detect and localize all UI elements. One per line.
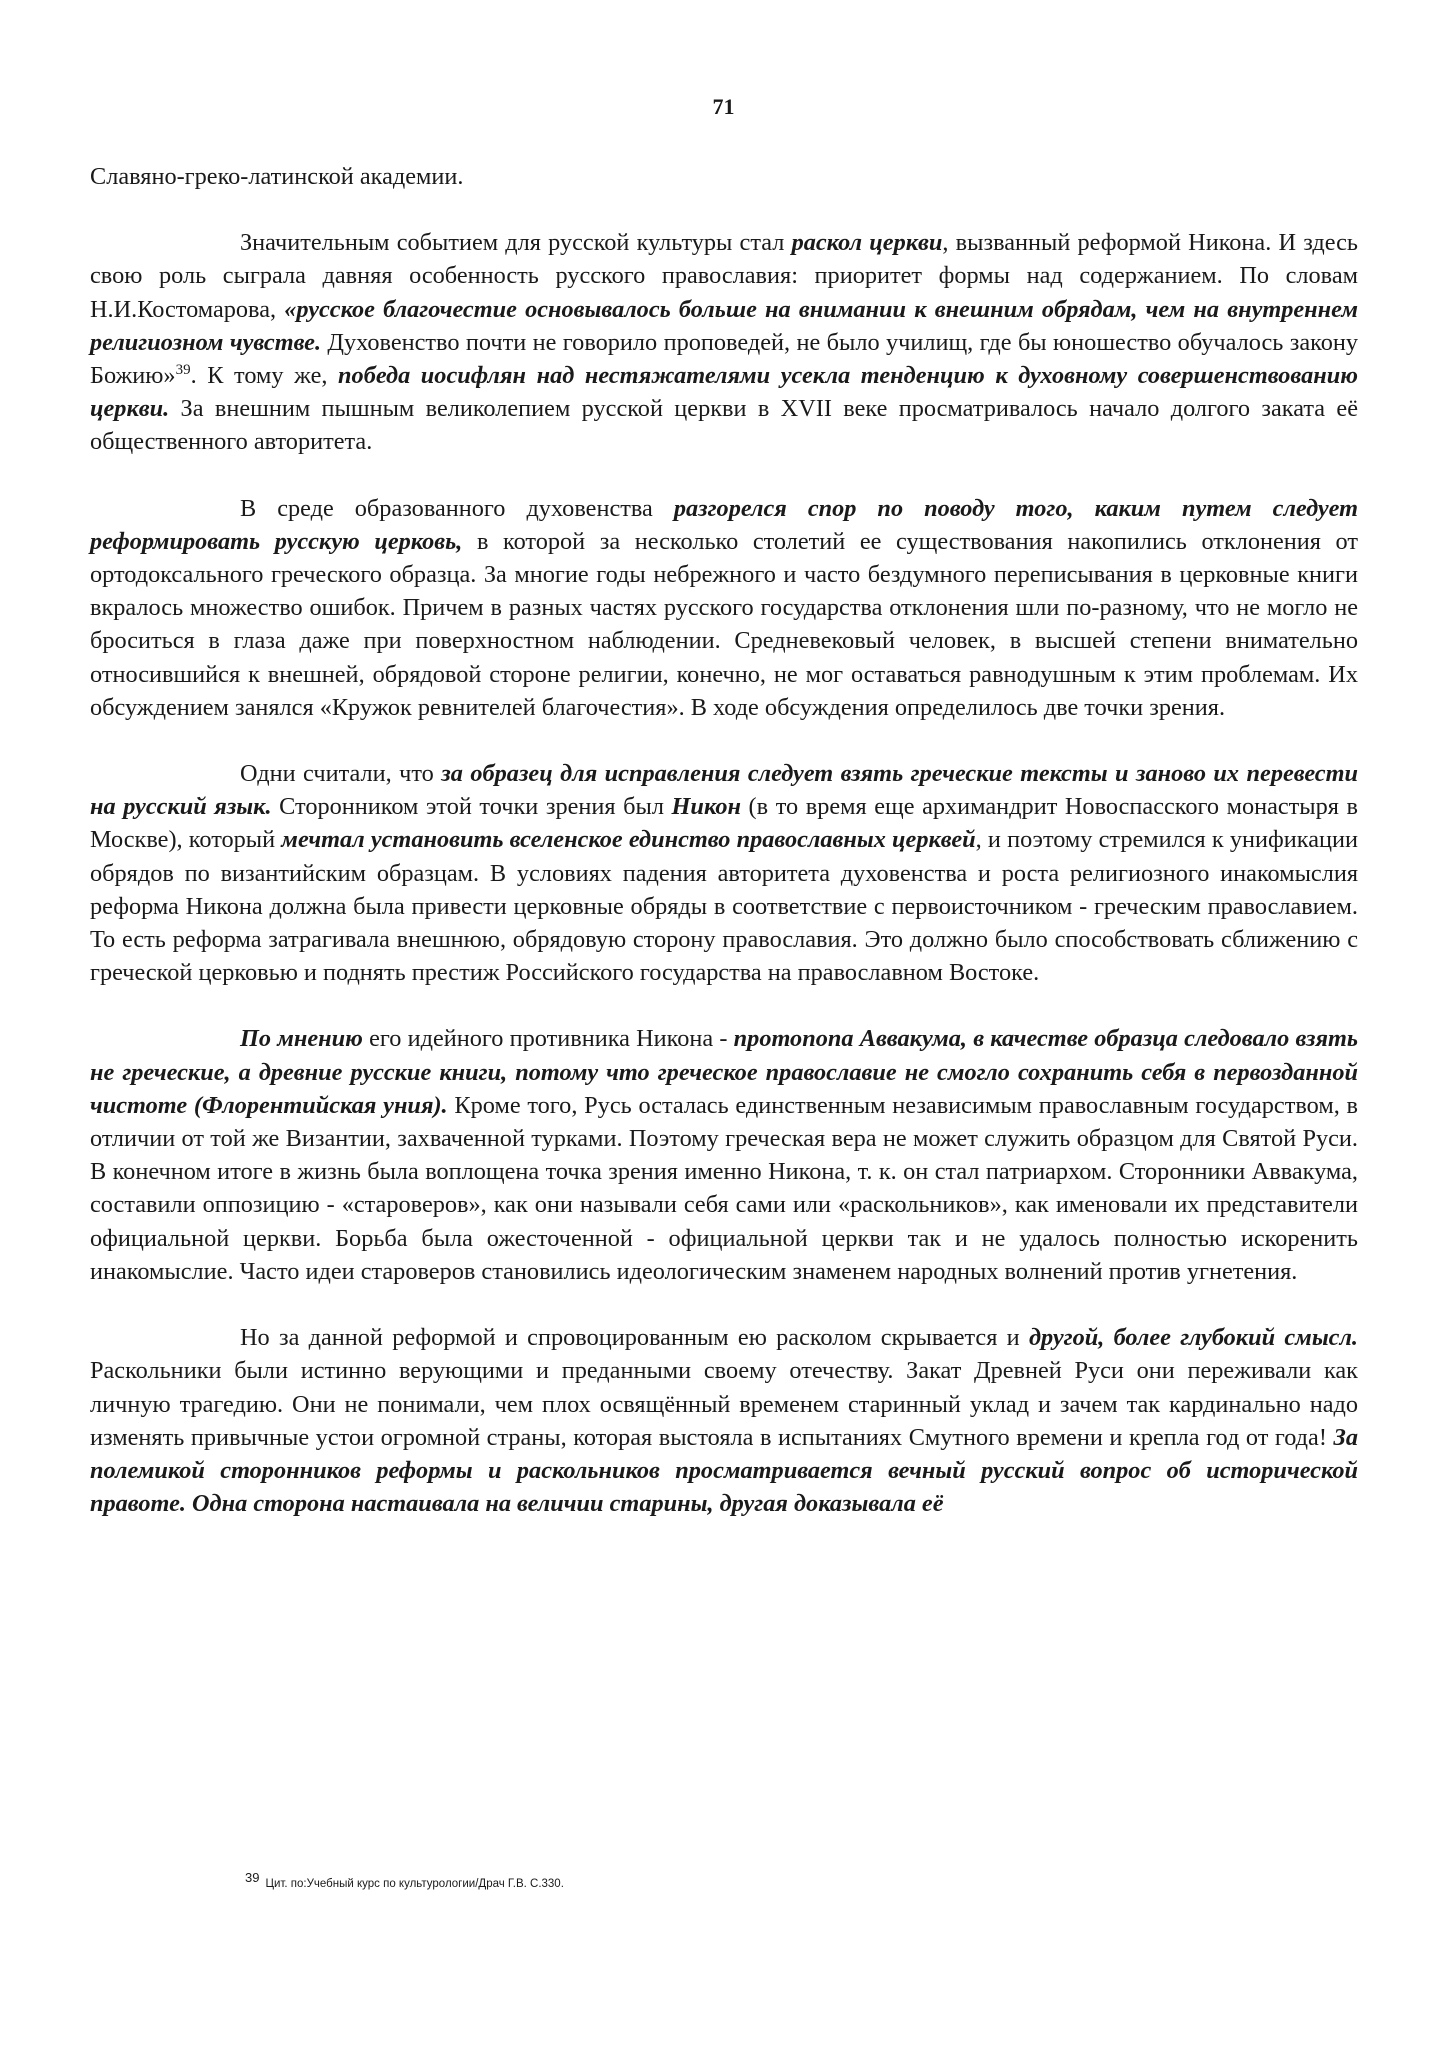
text-run: Раскольники были истинно верующими и преданными своему отечеству. Закат Древней Руси они переживали как личную трагедию. Они не понимали, чем плох освящённый временем старинный уклад и зачем так кардинально надо изменять привычные устои огромной страны, которая выстояла в испытаниях Смутного времени и крепла год от года!: [90, 1357, 1358, 1451]
text-run: Но за данной реформой и спровоцированным ею расколом скрывается и: [240, 1324, 1029, 1352]
text-run: , вызванный реформой Никона. И здесь свою роль сыграла давняя особенность русского православия: приоритет формы над содержанием. По словам Н.И.Костомарова,: [90, 229, 1358, 323]
emphasis-text: разгорелся спор по поводу того, каким путем следует реформировать русскую церковь,: [90, 494, 1358, 555]
paragraph-dispute: [90, 492, 1358, 724]
paragraph-avvakum: [90, 1022, 1358, 1288]
text-run: , и поэтому стремился к унификации обрядов по византийским образцам. В условиях падения авторитета духовенства и роста религиозного инакомыслия реформа Никона должна была привести церковные обряды в соответствие с первоисточником - греческим православием. То есть реформа затрагивала внешнюю, обрядовую сторону православия. Это должно было способствовать сближению с греческой церковью и поднять престиж Российского государства на православном Востоке.: [90, 826, 1359, 987]
text-run: Духовенство почти не говорило проповедей, не было училищ, где бы юношество обучалось закону Божию»: [90, 328, 1359, 390]
text-run: Значительным событием для русской культуры стал: [240, 229, 792, 257]
emphasis-text: за образец для исправления следует взять греческие тексты и заново их перевести на русский язык.: [90, 760, 1358, 821]
paragraph-raskol: [90, 226, 1358, 458]
emphasis-text: За полемикой сторонников реформы и раскольников просматривается вечный русский вопрос об исторической правоте. Одна сторона настаивала на величии старины, другая доказывала её: [90, 1423, 1358, 1518]
emphasis-text: раскол церкви: [791, 229, 943, 257]
paragraph-nikon: [90, 757, 1358, 989]
text-run: В среде образованного духовенства: [240, 494, 674, 522]
emphasis-text: Никон: [671, 793, 741, 821]
text-run: . К тому же,: [190, 362, 339, 390]
emphasis-text: протопопа Аввакума, в качестве образца следовало взять не греческие, а древние русские книги, потому что греческое православие не смогло сохранить себя в первозданной чистоте (Флорентийская уния).: [90, 1025, 1358, 1119]
body-text: [90, 160, 1358, 1553]
footnote: [245, 1870, 564, 1890]
emphasis-text: мечтал установить вселенское единство православных церквей: [281, 826, 976, 854]
text-run: Кроме того, Русь осталась единственным независимым православным государством, в отличии от той же Византии, захваченной турками. Поэтому греческая вера не может служить образцом для Святой Руси. В конечном итоге в жизнь была воплощена точка зрения именно Никона, т. к. он стал патриархом. Сторонники Аввакума, составили оппозицию - «староверов», как они называли себя сами или «раскольников», как именовали их представители официальной церкви. Борьба была ожесточенной - официальной церкви так и не удалось полностью искоренить инакомыслие. Часто идеи староверов становились идеологическим знаменем народных волнений против угнетения.: [90, 1091, 1358, 1285]
text-run: Одни считали, что: [240, 760, 442, 788]
page-number: 71: [712, 94, 735, 119]
text-run: его идейного противника Никона -: [362, 1025, 734, 1053]
text-run: (в то время еще архимандрит Новоспасского монастыря в Москве), который: [90, 793, 1358, 854]
paragraph-continuation: [90, 160, 1358, 193]
text-run: Славяно-греко-латинской академии.: [90, 163, 464, 190]
emphasis-text: «русское благочестие основывалось больше на внимании к внешним обрядам, чем на внутреннем религиозном чувстве.: [90, 295, 1358, 356]
text-run: Сторонником этой точки зрения был: [271, 793, 672, 821]
text-run: За внешним пышным великолепием русской церкви в XVII веке просматривалось начало долгого заката её общественного авторитета.: [90, 395, 1358, 456]
footnote-mark: 39: [245, 1870, 260, 1885]
emphasis-text: По мнению: [240, 1025, 363, 1053]
footnote-reference[interactable]: 39: [175, 361, 191, 378]
paragraph-deeper-meaning: [90, 1321, 1358, 1520]
footnote-text: Цит. по:Учебный курс по культурологии/Драч Г.В. С.330.: [265, 1878, 564, 1890]
emphasis-text: другой, более глубокий смысл.: [1028, 1324, 1359, 1352]
emphasis-text: победа иосифлян над нестяжателями усекла тенденцию к духовному совершенствованию церкви.: [90, 362, 1358, 423]
text-run: в которой за несколько столетий ее существования накопились отклонения от ортодоксального греческого образца. За многие годы небрежного и часто бездумного переписывания в церковные книги вкралось множество ошибок. Причем в разных частях русского государства отклонения шли по-разному, что не могло не броситься в глаза даже при поверхностном наблюдении. Средневековый человек, в высшей степени внимательно относившийся к внешней, обрядовой стороне религии, конечно, не мог оставаться равнодушным к этим проблемам. Их обсуждением занялся «Кружок ревнителей благочестия». В ходе обсуждения определилось две точки зрения.: [90, 527, 1358, 721]
